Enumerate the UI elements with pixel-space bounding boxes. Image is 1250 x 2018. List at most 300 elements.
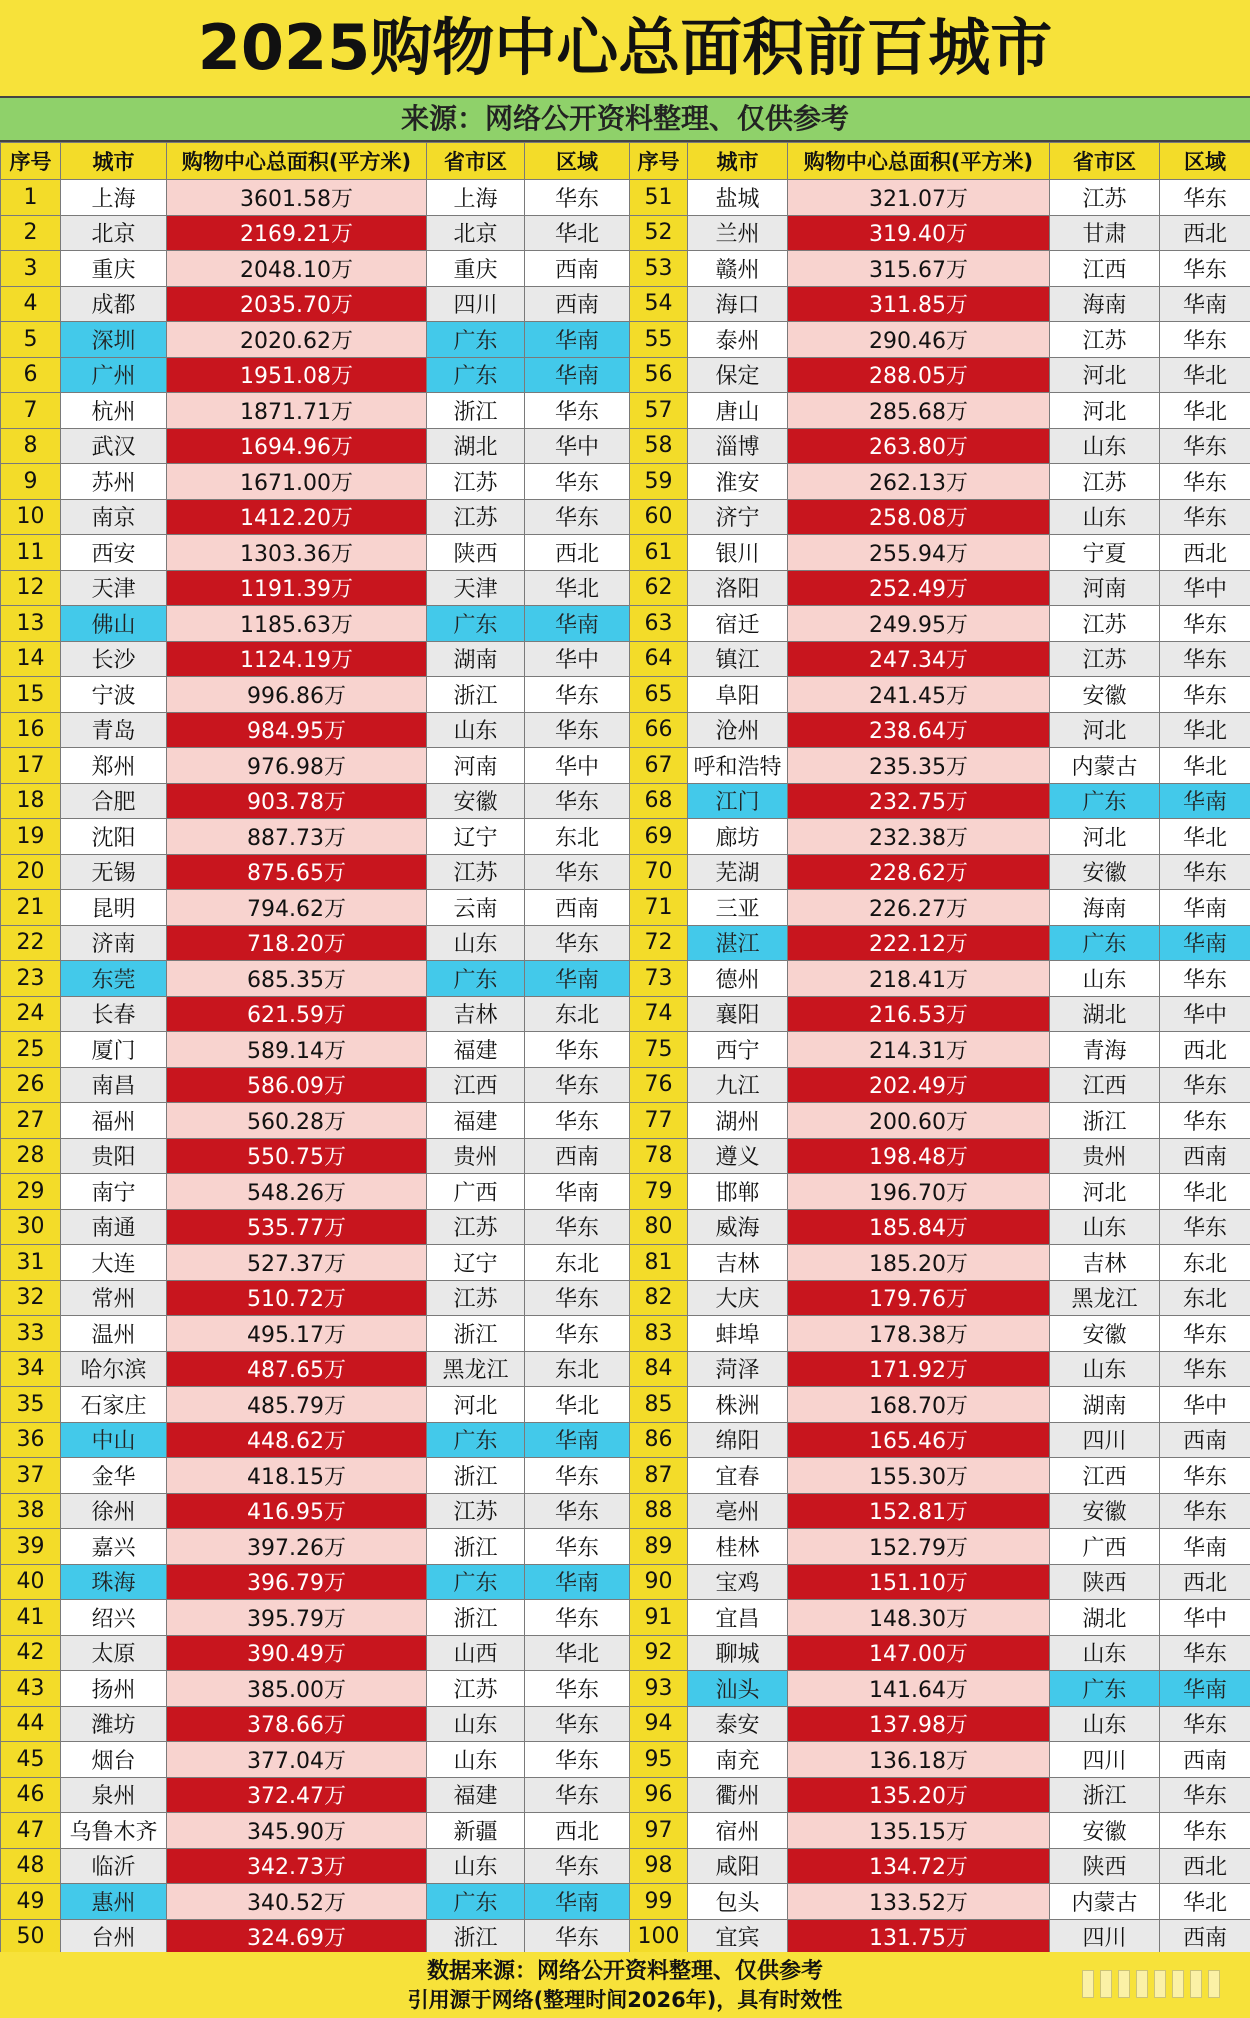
cell-city: 银川 <box>688 535 788 571</box>
cell-region: 华北 <box>1160 1174 1250 1210</box>
cell-region: 东北 <box>1160 1280 1250 1316</box>
cell-prov: 江苏 <box>427 1671 525 1707</box>
cell-prov: 山东 <box>1050 499 1160 535</box>
cell-rank: 82 <box>630 1280 688 1316</box>
cell-prov: 广东 <box>427 1422 525 1458</box>
cell-prov: 山东 <box>427 1706 525 1742</box>
cell-city: 徐州 <box>61 1493 167 1529</box>
cell-prov: 辽宁 <box>427 1245 525 1281</box>
cell-region: 西南 <box>1160 1138 1250 1174</box>
cell-city: 汕头 <box>688 1671 788 1707</box>
table-row <box>1 819 1250 855</box>
header-province: 省市区 <box>1050 143 1160 180</box>
cell-prov: 山西 <box>427 1635 525 1671</box>
cell-city: 威海 <box>688 1209 788 1245</box>
cell-rank: 74 <box>630 996 688 1032</box>
cell-area: 136.18万 <box>788 1742 1050 1778</box>
cell-prov: 福建 <box>427 1032 525 1068</box>
table-row <box>1 1600 1250 1636</box>
cell-city: 合肥 <box>61 783 167 819</box>
cell-prov: 上海 <box>427 180 525 216</box>
cell-rank: 78 <box>630 1138 688 1174</box>
cell-prov: 江西 <box>427 1067 525 1103</box>
cell-rank: 69 <box>630 819 688 855</box>
cell-prov: 河北 <box>1050 393 1160 429</box>
cell-rank: 15 <box>1 677 61 713</box>
cell-rank: 73 <box>630 961 688 997</box>
cell-city: 聊城 <box>688 1635 788 1671</box>
cell-region: 华东 <box>525 1280 630 1316</box>
cell-prov: 青海 <box>1050 1032 1160 1068</box>
cell-rank: 72 <box>630 925 688 961</box>
cell-prov: 湖北 <box>427 428 525 464</box>
cell-prov: 江西 <box>1050 1458 1160 1494</box>
cell-region: 华东 <box>1160 606 1250 642</box>
cell-rank: 31 <box>1 1245 61 1281</box>
cell-city: 赣州 <box>688 251 788 287</box>
cell-region: 华东 <box>525 712 630 748</box>
cell-rank: 70 <box>630 854 688 890</box>
cell-region: 华东 <box>1160 1103 1250 1139</box>
cell-area: 794.62万 <box>167 890 427 926</box>
cell-prov: 山东 <box>1050 1635 1160 1671</box>
cell-prov: 河北 <box>1050 357 1160 393</box>
cell-city: 广州 <box>61 357 167 393</box>
cell-city: 青岛 <box>61 712 167 748</box>
cell-area: 385.00万 <box>167 1671 427 1707</box>
cell-prov: 山东 <box>1050 1706 1160 1742</box>
cell-prov: 云南 <box>427 890 525 926</box>
cell-region: 华北 <box>525 215 630 251</box>
cell-city: 贵阳 <box>61 1138 167 1174</box>
cell-prov: 山东 <box>427 712 525 748</box>
table-row <box>1 1067 1250 1103</box>
cell-prov: 山东 <box>1050 1209 1160 1245</box>
cell-city: 宜春 <box>688 1458 788 1494</box>
cell-city: 西安 <box>61 535 167 571</box>
cell-region: 华东 <box>525 1209 630 1245</box>
cell-city: 襄阳 <box>688 996 788 1032</box>
cell-region: 华东 <box>1160 1067 1250 1103</box>
table-row <box>1 1884 1250 1920</box>
cell-prov: 黑龙江 <box>427 1351 525 1387</box>
cell-region: 华东 <box>1160 1316 1250 1352</box>
cell-area: 285.68万 <box>788 393 1050 429</box>
cell-city: 石家庄 <box>61 1387 167 1423</box>
cell-area: 135.20万 <box>788 1777 1050 1813</box>
cell-rank: 53 <box>630 251 688 287</box>
cell-region: 西南 <box>1160 1742 1250 1778</box>
cell-city: 杭州 <box>61 393 167 429</box>
cell-rank: 77 <box>630 1103 688 1139</box>
cell-rank: 43 <box>1 1671 61 1707</box>
cell-region: 东北 <box>525 1245 630 1281</box>
cell-region: 华南 <box>1160 783 1250 819</box>
cell-prov: 浙江 <box>1050 1103 1160 1139</box>
cell-rank: 96 <box>630 1777 688 1813</box>
cell-region: 华南 <box>525 1564 630 1600</box>
cell-city: 大连 <box>61 1245 167 1281</box>
cell-prov: 江苏 <box>427 499 525 535</box>
cell-rank: 17 <box>1 748 61 784</box>
cell-area: 621.59万 <box>167 996 427 1032</box>
cell-area: 372.47万 <box>167 1777 427 1813</box>
cell-prov: 安徽 <box>1050 1493 1160 1529</box>
cell-rank: 62 <box>630 570 688 606</box>
cell-prov: 四川 <box>427 286 525 322</box>
cell-area: 135.15万 <box>788 1813 1050 1849</box>
cell-rank: 50 <box>1 1919 61 1955</box>
table-row <box>1 1387 1250 1423</box>
cell-rank: 24 <box>1 996 61 1032</box>
cell-area: 249.95万 <box>788 606 1050 642</box>
cell-region: 西南 <box>525 890 630 926</box>
table-row <box>1 1103 1250 1139</box>
cell-area: 324.69万 <box>167 1919 427 1955</box>
cell-area: 996.86万 <box>167 677 427 713</box>
cell-prov: 江苏 <box>1050 180 1160 216</box>
cell-region: 华中 <box>1160 1600 1250 1636</box>
cell-rank: 35 <box>1 1387 61 1423</box>
cell-prov: 浙江 <box>427 1529 525 1565</box>
cell-region: 华东 <box>525 854 630 890</box>
cell-city: 遵义 <box>688 1138 788 1174</box>
cell-city: 哈尔滨 <box>61 1351 167 1387</box>
cell-city: 惠州 <box>61 1884 167 1920</box>
cell-region: 华东 <box>525 1067 630 1103</box>
cell-area: 586.09万 <box>167 1067 427 1103</box>
cell-area: 185.84万 <box>788 1209 1050 1245</box>
header-region: 区域 <box>1160 143 1250 180</box>
cell-prov: 广东 <box>427 961 525 997</box>
cell-area: 134.72万 <box>788 1848 1050 1884</box>
cell-area: 165.46万 <box>788 1422 1050 1458</box>
cell-prov: 广东 <box>427 606 525 642</box>
cell-region: 西北 <box>1160 1848 1250 1884</box>
cell-area: 255.94万 <box>788 535 1050 571</box>
table-row <box>1 1848 1250 1884</box>
cell-city: 成都 <box>61 286 167 322</box>
cell-city: 温州 <box>61 1316 167 1352</box>
cell-rank: 97 <box>630 1813 688 1849</box>
cell-area: 202.49万 <box>788 1067 1050 1103</box>
cell-area: 258.08万 <box>788 499 1050 535</box>
cell-area: 290.46万 <box>788 322 1050 358</box>
cell-city: 宜宾 <box>688 1919 788 1955</box>
cell-city: 包头 <box>688 1884 788 1920</box>
cell-prov: 湖北 <box>1050 1600 1160 1636</box>
cell-region: 华中 <box>1160 570 1250 606</box>
cell-area: 252.49万 <box>788 570 1050 606</box>
cell-region: 华南 <box>525 1884 630 1920</box>
cell-city: 泉州 <box>61 1777 167 1813</box>
cell-rank: 88 <box>630 1493 688 1529</box>
cell-region: 华中 <box>525 748 630 784</box>
cell-region: 华东 <box>525 1316 630 1352</box>
cell-prov: 贵州 <box>427 1138 525 1174</box>
cell-rank: 20 <box>1 854 61 890</box>
cell-region: 华东 <box>1160 464 1250 500</box>
cell-prov: 安徽 <box>1050 677 1160 713</box>
cell-rank: 13 <box>1 606 61 642</box>
cell-rank: 65 <box>630 677 688 713</box>
cell-area: 1191.39万 <box>167 570 427 606</box>
cell-prov: 江西 <box>1050 251 1160 287</box>
cell-city: 泰州 <box>688 322 788 358</box>
cell-area: 222.12万 <box>788 925 1050 961</box>
table-row <box>1 677 1250 713</box>
cell-region: 华东 <box>1160 1209 1250 1245</box>
cell-city: 亳州 <box>688 1493 788 1529</box>
cell-prov: 广东 <box>1050 783 1160 819</box>
cell-rank: 67 <box>630 748 688 784</box>
cell-city: 南充 <box>688 1742 788 1778</box>
cell-region: 华北 <box>525 1387 630 1423</box>
cell-area: 495.17万 <box>167 1316 427 1352</box>
cell-area: 377.04万 <box>167 1742 427 1778</box>
cell-city: 吉林 <box>688 1245 788 1281</box>
cell-rank: 14 <box>1 641 61 677</box>
table-row <box>1 286 1250 322</box>
cell-region: 华南 <box>1160 1671 1250 1707</box>
cell-city: 呼和浩特 <box>688 748 788 784</box>
cell-area: 315.67万 <box>788 251 1050 287</box>
cell-region: 华东 <box>1160 1493 1250 1529</box>
cell-city: 兰州 <box>688 215 788 251</box>
ranking-table <box>0 142 1250 1955</box>
cell-region: 华东 <box>525 925 630 961</box>
cell-prov: 浙江 <box>427 1316 525 1352</box>
cell-city: 武汉 <box>61 428 167 464</box>
cell-prov: 安徽 <box>1050 1813 1160 1849</box>
cell-area: 875.65万 <box>167 854 427 890</box>
cell-prov: 广东 <box>1050 925 1160 961</box>
cell-rank: 9 <box>1 464 61 500</box>
cell-region: 西南 <box>1160 1422 1250 1458</box>
cell-prov: 广西 <box>427 1174 525 1210</box>
header-rank: 序号 <box>1 143 61 180</box>
cell-area: 397.26万 <box>167 1529 427 1565</box>
cell-city: 珠海 <box>61 1564 167 1600</box>
cell-region: 华中 <box>525 641 630 677</box>
cell-area: 2048.10万 <box>167 251 427 287</box>
cell-city: 宜昌 <box>688 1600 788 1636</box>
cell-rank: 84 <box>630 1351 688 1387</box>
cell-rank: 8 <box>1 428 61 464</box>
table-row <box>1 464 1250 500</box>
cell-region: 华东 <box>1160 428 1250 464</box>
cell-area: 178.38万 <box>788 1316 1050 1352</box>
cell-region: 华东 <box>525 1671 630 1707</box>
header-area: 购物中心总面积(平方米) <box>788 143 1050 180</box>
table-row <box>1 783 1250 819</box>
cell-region: 华东 <box>525 1032 630 1068</box>
cell-rank: 12 <box>1 570 61 606</box>
cell-region: 华东 <box>1160 1813 1250 1849</box>
cell-rank: 29 <box>1 1174 61 1210</box>
cell-rank: 99 <box>630 1884 688 1920</box>
header-area: 购物中心总面积(平方米) <box>167 143 427 180</box>
cell-city: 济南 <box>61 925 167 961</box>
table-row <box>1 1529 1250 1565</box>
cell-rank: 94 <box>630 1706 688 1742</box>
cell-region: 华北 <box>1160 819 1250 855</box>
cell-city: 佛山 <box>61 606 167 642</box>
cell-city: 长春 <box>61 996 167 1032</box>
cell-area: 1412.20万 <box>167 499 427 535</box>
cell-city: 郑州 <box>61 748 167 784</box>
cell-prov: 四川 <box>1050 1742 1160 1778</box>
table-row <box>1 641 1250 677</box>
cell-city: 常州 <box>61 1280 167 1316</box>
cell-prov: 山东 <box>427 925 525 961</box>
table-row <box>1 570 1250 606</box>
cell-area: 396.79万 <box>167 1564 427 1600</box>
cell-region: 华东 <box>525 1742 630 1778</box>
cell-rank: 32 <box>1 1280 61 1316</box>
cell-rank: 57 <box>630 393 688 429</box>
cell-prov: 内蒙古 <box>1050 1884 1160 1920</box>
cell-rank: 60 <box>630 499 688 535</box>
cell-rank: 4 <box>1 286 61 322</box>
cell-prov: 湖北 <box>1050 996 1160 1032</box>
cell-prov: 天津 <box>427 570 525 606</box>
cell-prov: 山东 <box>1050 1351 1160 1387</box>
cell-rank: 36 <box>1 1422 61 1458</box>
cell-city: 沧州 <box>688 712 788 748</box>
cell-city: 厦门 <box>61 1032 167 1068</box>
cell-region: 东北 <box>525 996 630 1032</box>
cell-city: 衢州 <box>688 1777 788 1813</box>
cell-rank: 68 <box>630 783 688 819</box>
cell-area: 262.13万 <box>788 464 1050 500</box>
table-row <box>1 1280 1250 1316</box>
cell-area: 152.79万 <box>788 1529 1050 1565</box>
cell-area: 887.73万 <box>167 819 427 855</box>
cell-region: 东北 <box>525 1351 630 1387</box>
cell-area: 152.81万 <box>788 1493 1050 1529</box>
cell-rank: 6 <box>1 357 61 393</box>
cell-region: 华东 <box>525 1848 630 1884</box>
cell-rank: 26 <box>1 1067 61 1103</box>
cell-area: 418.15万 <box>167 1458 427 1494</box>
cell-region: 东北 <box>1160 1245 1250 1281</box>
table-row <box>1 1919 1250 1955</box>
cell-area: 216.53万 <box>788 996 1050 1032</box>
cell-prov: 安徽 <box>427 783 525 819</box>
table-row <box>1 1635 1250 1671</box>
cell-city: 南通 <box>61 1209 167 1245</box>
cell-area: 1951.08万 <box>167 357 427 393</box>
table-row <box>1 1458 1250 1494</box>
cell-rank: 81 <box>630 1245 688 1281</box>
cell-area: 718.20万 <box>167 925 427 961</box>
cell-area: 416.95万 <box>167 1493 427 1529</box>
cell-rank: 25 <box>1 1032 61 1068</box>
cell-prov: 四川 <box>1050 1919 1160 1955</box>
cell-area: 984.95万 <box>167 712 427 748</box>
cell-region: 华中 <box>1160 1387 1250 1423</box>
cell-city: 无锡 <box>61 854 167 890</box>
cell-city: 大庆 <box>688 1280 788 1316</box>
table-row <box>1 1742 1250 1778</box>
footer <box>0 1952 1250 2018</box>
cell-prov: 江西 <box>1050 1067 1160 1103</box>
cell-city: 唐山 <box>688 393 788 429</box>
cell-region: 华东 <box>525 1103 630 1139</box>
header-rank: 序号 <box>630 143 688 180</box>
cell-rank: 51 <box>630 180 688 216</box>
cell-region: 华北 <box>1160 1884 1250 1920</box>
cell-rank: 1 <box>1 180 61 216</box>
header-region: 区域 <box>525 143 630 180</box>
cell-prov: 浙江 <box>427 393 525 429</box>
cell-rank: 3 <box>1 251 61 287</box>
cell-city: 东莞 <box>61 961 167 997</box>
cell-region: 西北 <box>1160 1564 1250 1600</box>
cell-city: 绵阳 <box>688 1422 788 1458</box>
cell-rank: 23 <box>1 961 61 997</box>
cell-rank: 38 <box>1 1493 61 1529</box>
cell-rank: 10 <box>1 499 61 535</box>
cell-city: 蚌埠 <box>688 1316 788 1352</box>
cell-region: 华南 <box>525 961 630 997</box>
cell-rank: 22 <box>1 925 61 961</box>
cell-area: 232.75万 <box>788 783 1050 819</box>
cell-area: 185.20万 <box>788 1245 1050 1281</box>
cell-prov: 浙江 <box>427 1600 525 1636</box>
cell-rank: 42 <box>1 1635 61 1671</box>
cell-city: 江门 <box>688 783 788 819</box>
cell-region: 华东 <box>1160 180 1250 216</box>
cell-prov: 广东 <box>427 357 525 393</box>
cell-area: 214.31万 <box>788 1032 1050 1068</box>
cell-region: 华东 <box>1160 677 1250 713</box>
cell-region: 华北 <box>525 1635 630 1671</box>
cell-prov: 安徽 <box>1050 1316 1160 1352</box>
table-row <box>1 996 1250 1032</box>
table-row <box>1 1209 1250 1245</box>
cell-prov: 山东 <box>427 1848 525 1884</box>
cell-area: 510.72万 <box>167 1280 427 1316</box>
cell-area: 311.85万 <box>788 286 1050 322</box>
cell-prov: 陕西 <box>427 535 525 571</box>
header-province: 省市区 <box>427 143 525 180</box>
cell-city: 九江 <box>688 1067 788 1103</box>
cell-rank: 59 <box>630 464 688 500</box>
table-row <box>1 251 1250 287</box>
cell-area: 2035.70万 <box>167 286 427 322</box>
cell-region: 华南 <box>1160 286 1250 322</box>
cell-region: 华北 <box>1160 712 1250 748</box>
cell-city: 保定 <box>688 357 788 393</box>
table-row <box>1 712 1250 748</box>
cell-prov: 河北 <box>1050 712 1160 748</box>
cell-rank: 55 <box>630 322 688 358</box>
cell-area: 141.64万 <box>788 1671 1050 1707</box>
cell-area: 487.65万 <box>167 1351 427 1387</box>
cell-region: 华北 <box>1160 357 1250 393</box>
cell-city: 台州 <box>61 1919 167 1955</box>
cell-area: 241.45万 <box>788 677 1050 713</box>
cell-area: 200.60万 <box>788 1103 1050 1139</box>
cell-rank: 33 <box>1 1316 61 1352</box>
cell-area: 2169.21万 <box>167 215 427 251</box>
cell-city: 海口 <box>688 286 788 322</box>
cell-rank: 87 <box>630 1458 688 1494</box>
cell-city: 菏泽 <box>688 1351 788 1387</box>
cell-rank: 37 <box>1 1458 61 1494</box>
